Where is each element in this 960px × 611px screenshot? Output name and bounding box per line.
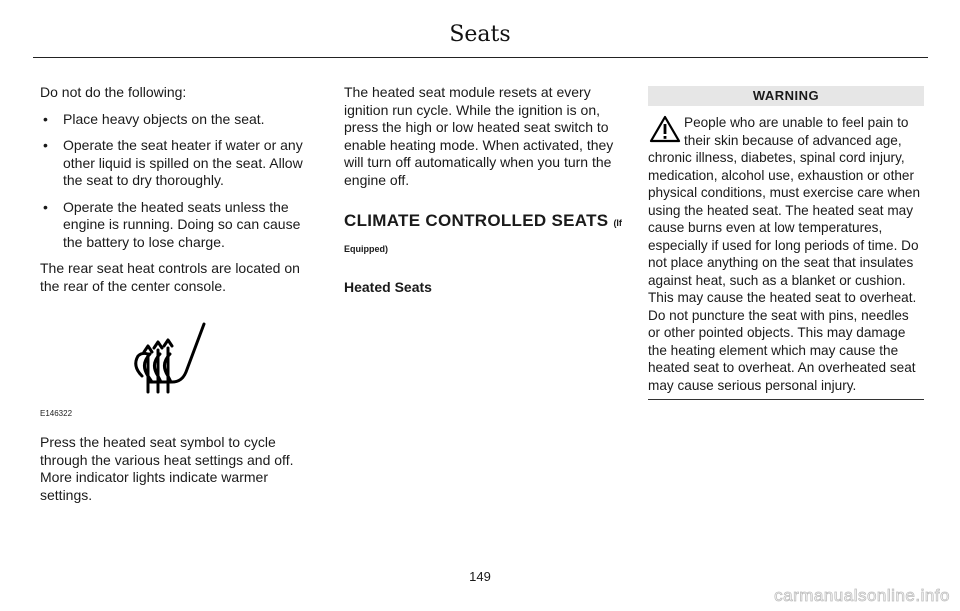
section-heading: [344, 211, 624, 259]
module-reset-text: The heated seat module resets at every ignition run cycle. While the ignition is on, press the high or low heated seat switch to enable heating mode. When activated, they will turn off automatically when you turn the engine off.: [344, 84, 614, 188]
column-left: [40, 84, 315, 513]
page-title: Seats: [449, 22, 511, 47]
figure-code: E146322: [40, 408, 73, 418]
column-middle: [344, 84, 624, 297]
list-item: • Operate the heated seats unless the engine is running. Doing so can cause the battery to lose charge.: [40, 199, 315, 252]
list-item: • Place heavy objects on the seat.: [40, 111, 315, 129]
intro-text: Do not do the following:: [40, 84, 187, 100]
warning-end-divider: [648, 399, 924, 400]
warning-block: [648, 114, 924, 394]
column-right: [648, 84, 924, 400]
heated-seat-icon: [128, 320, 210, 396]
press-instructions-text: Press the heated seat symbol to cycle through the various heat settings and off. More indicator lights indicate warmer settings.: [40, 434, 294, 503]
section-heading-suffix-line2: Equipped): [344, 244, 388, 254]
warning-text: People who are unable to feel pain to their skin because of advanced age, chronic illness, diabetes, spinal cord injury, medication, alcohol use, exhaustion or other physical conditions, must exercise care when using the heated seat. The heated seat may cause burns even at low temperatures, especially if used for long periods of time. Do not place anything on the seat that insulates against heat, such as a blanket or cushion. This may cause the heated seat to overheat. Do not puncture the seat with pins, needles or other pointed objects. This may damage the heating element which may cause the heated seat to overheat. An overheated seat may cause serious personal injury.: [648, 115, 921, 393]
dont-list: [40, 111, 315, 252]
section-heading-text: CLIMATE CONTROLLED SEATS: [344, 211, 609, 230]
list-item: • Operate the seat heater if water or any other liquid is spilled on the seat. Allow the seat to dry thoroughly.: [40, 137, 315, 190]
warning-triangle-icon: [648, 114, 682, 144]
section-heading-suffix: (If: [613, 218, 622, 228]
watermark: carmanualsonline.info: [774, 586, 950, 605]
warning-banner: WARNING: [648, 86, 924, 106]
subheading-heated-seats: Heated Seats: [344, 279, 432, 295]
page-number: 149: [469, 569, 491, 584]
header-divider: [33, 57, 928, 58]
rear-controls-text: The rear seat heat controls are located on the rear of the center console.: [40, 260, 300, 294]
heated-seat-figure: [40, 304, 315, 422]
